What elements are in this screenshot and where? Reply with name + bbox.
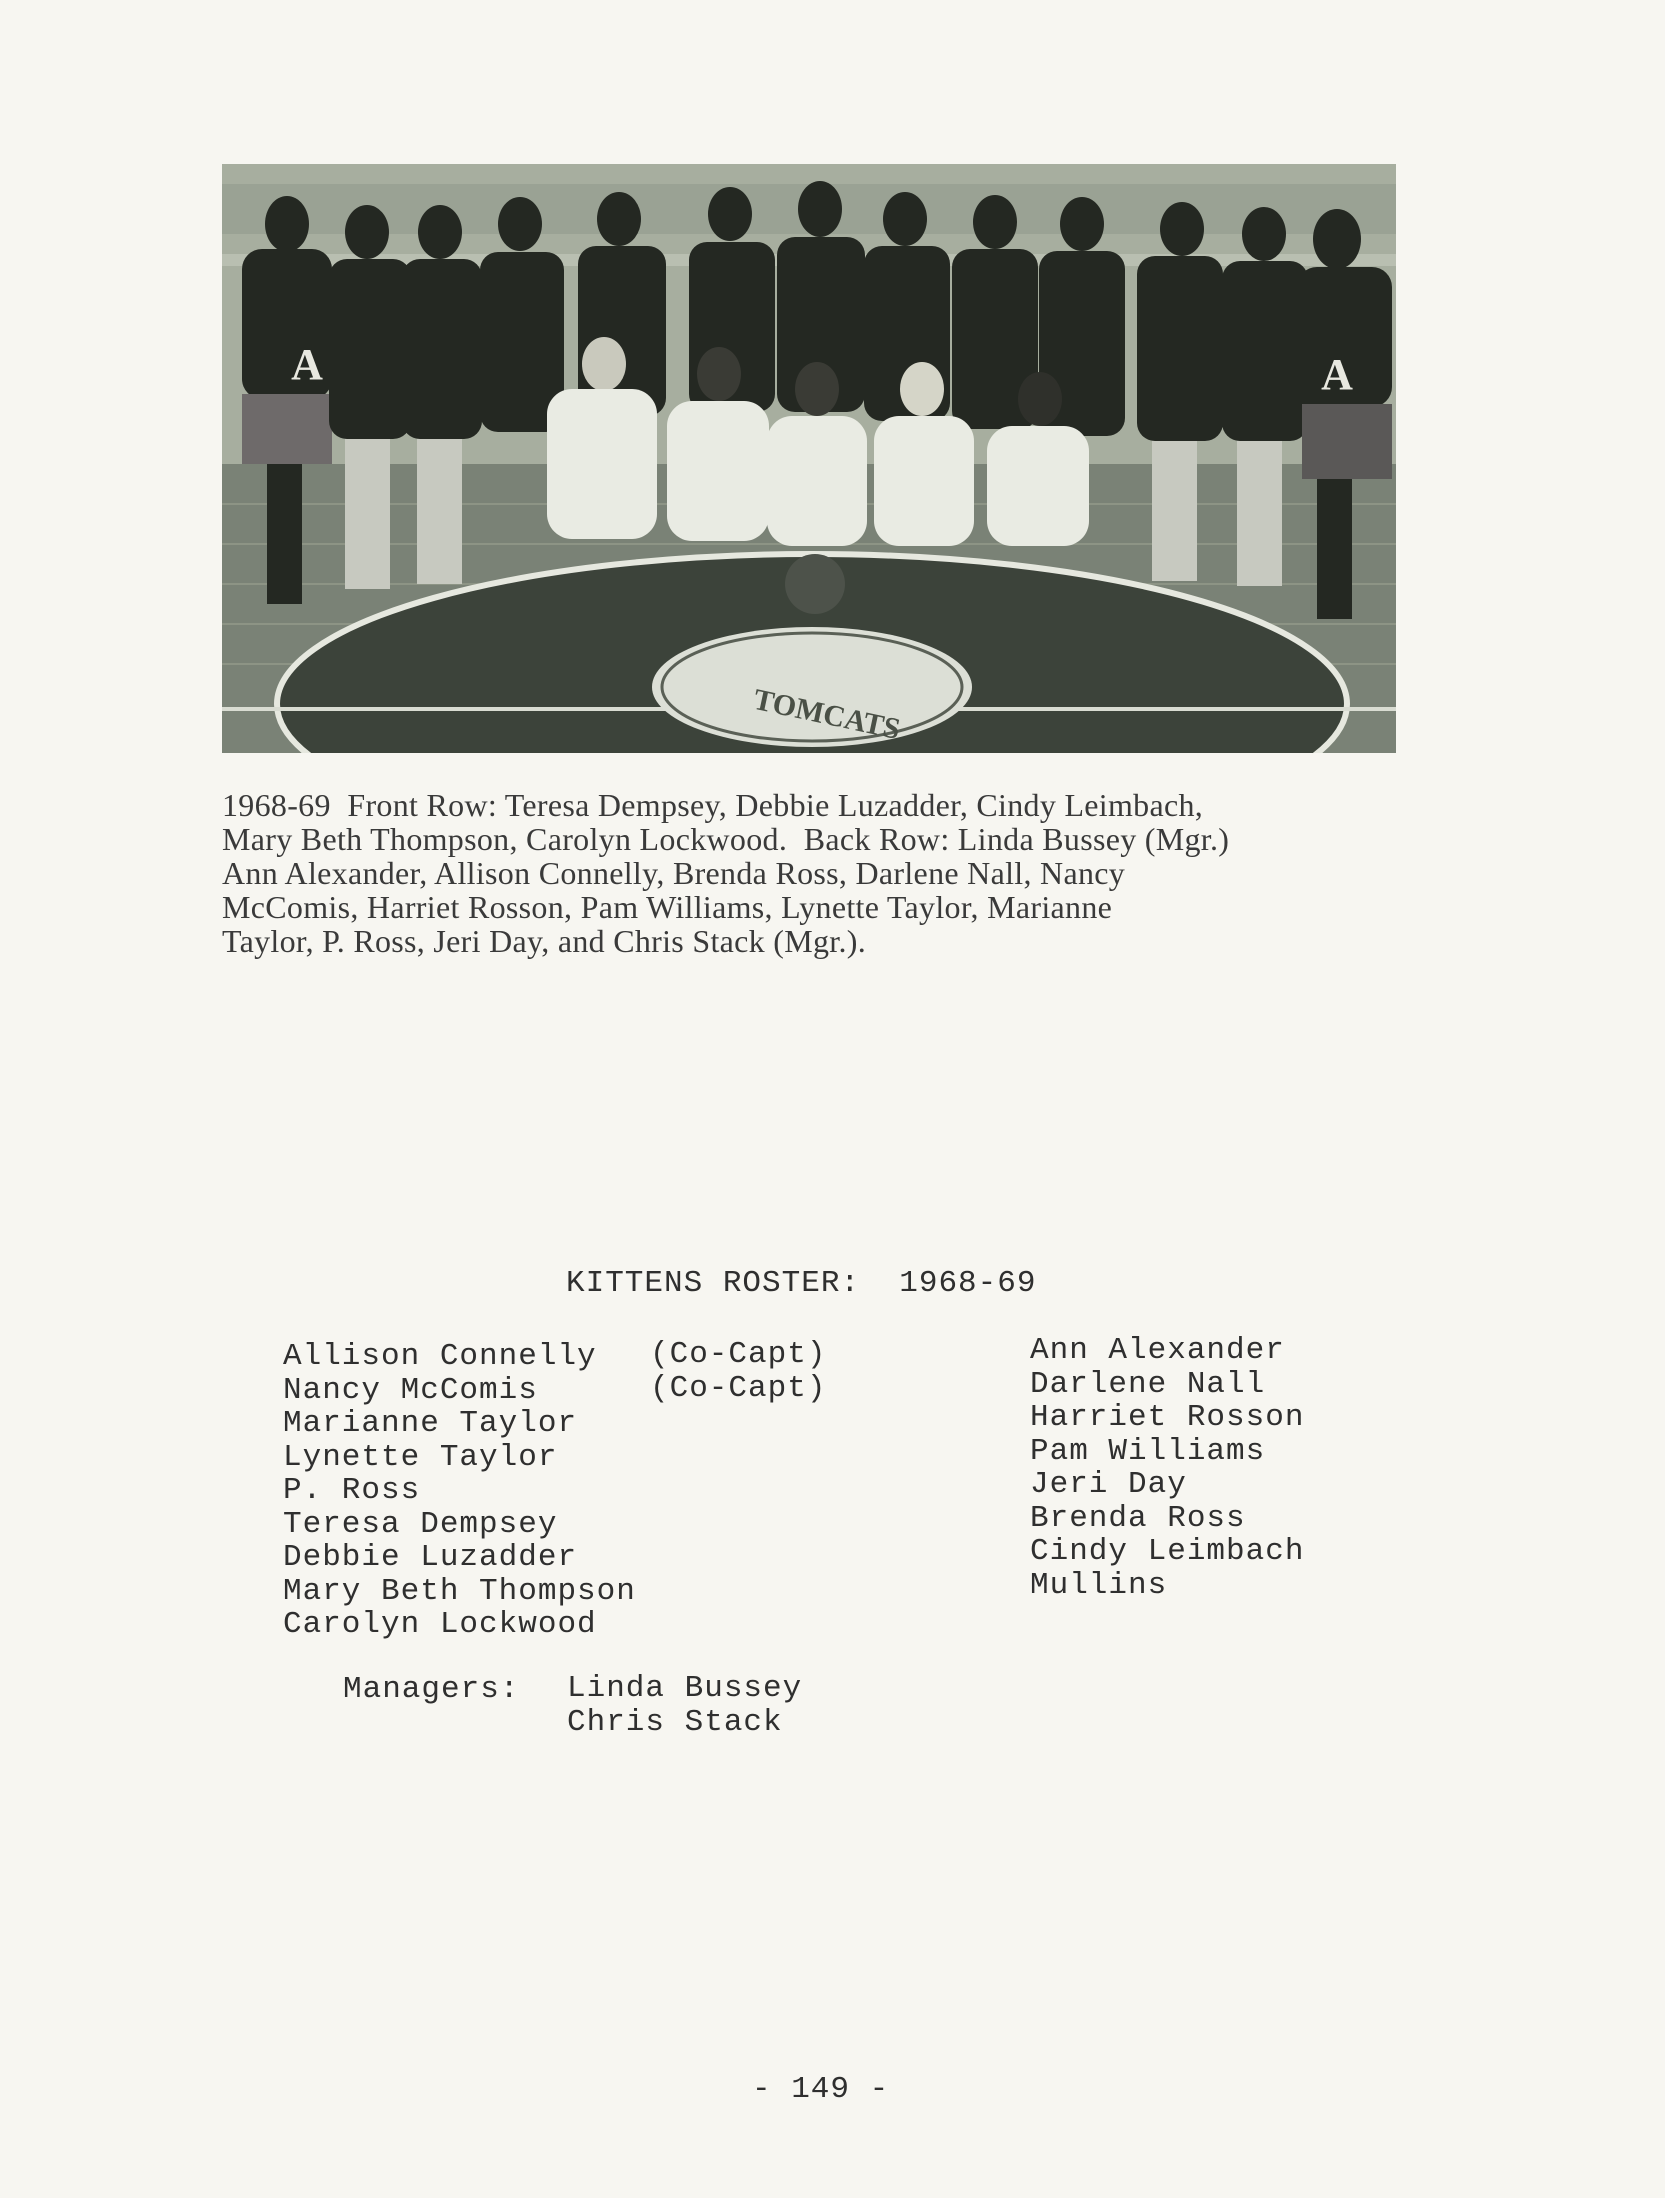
roster-right-column xyxy=(1030,1334,1360,1602)
roster-title: KITTENS ROSTER: 1968-69 xyxy=(566,1266,1037,1301)
roster-name: Mullins xyxy=(1030,1567,1168,1603)
caption-line: Ann Alexander, Allison Connelly, Brenda Ross, Darlene Nall, Nancy xyxy=(222,855,1126,891)
co-captain-note: (Co-Capt) xyxy=(650,1337,827,1372)
roster-name: Cindy Leimbach xyxy=(1030,1534,1305,1569)
roster-name: Darlene Nall xyxy=(1030,1366,1266,1402)
jacket-letter-right: A xyxy=(1321,350,1353,399)
page-number: - 149 - xyxy=(752,2072,890,2107)
caption-line: Taylor, P. Ross, Jeri Day, and Chris Stack (Mgr.). xyxy=(222,923,867,959)
roster-name: Nancy McComis xyxy=(283,1372,538,1408)
co-captain-note: (Co-Capt) xyxy=(650,1370,827,1406)
caption-line: Mary Beth Thompson, Carolyn Lockwood. Back Row: Linda Bussey (Mgr.) xyxy=(222,821,1230,857)
roster-name: Harriet Rosson xyxy=(1030,1400,1305,1435)
jacket-letter-left: A xyxy=(291,340,323,389)
team-photo xyxy=(222,164,1396,753)
photo-caption xyxy=(222,788,1412,958)
roster-name: P. Ross xyxy=(283,1473,421,1508)
roster-name: Teresa Dempsey xyxy=(283,1506,558,1542)
logo-text: TOMCATS xyxy=(750,682,904,747)
roster-name: Pam Williams xyxy=(1030,1433,1266,1469)
roster-name: Lynette Taylor xyxy=(283,1439,558,1475)
roster-name: Allison Connelly xyxy=(283,1339,597,1374)
roster-left-column xyxy=(283,1340,643,1642)
manager-name: Linda Bussey xyxy=(567,1671,803,1706)
roster-name: Mary Beth Thompson xyxy=(283,1573,636,1609)
manager-name: Chris Stack xyxy=(567,1704,783,1740)
roster-name: Brenda Ross xyxy=(1030,1500,1246,1536)
caption-line: McComis, Harriet Rosson, Pam Williams, Lynette Taylor, Marianne xyxy=(222,889,1113,925)
captain-notes xyxy=(650,1338,850,1405)
caption-line: 1968-69 Front Row: Teresa Dempsey, Debbie Luzadder, Cindy Leimbach, xyxy=(222,787,1204,823)
roster-name: Marianne Taylor xyxy=(283,1406,578,1441)
roster-name: Debbie Luzadder xyxy=(283,1540,578,1575)
roster-name: Ann Alexander xyxy=(1030,1333,1285,1368)
roster-name: Jeri Day xyxy=(1030,1467,1187,1502)
managers-label: Managers: xyxy=(343,1672,520,1707)
roster-name: Carolyn Lockwood xyxy=(283,1607,597,1642)
managers-list xyxy=(567,1672,802,1739)
